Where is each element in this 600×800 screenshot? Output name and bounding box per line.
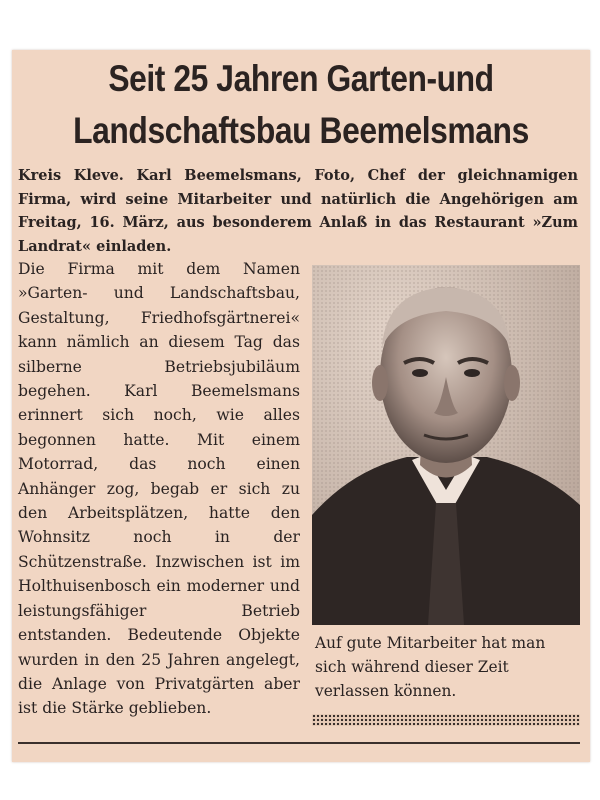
article-body: Die Firma mit dem Namen »Garten- und Landschaftsbau, Gestaltung, Friedhofsgärtnerei« kann nämlich an diesem Tag das silberne Betriebsjubiläum begehen. Karl Beemelsmans erinnert sich noch, wie alles begonnen hatte. Mit einem Motorrad, das noch einen Anhänger zog, begab er sich zu den Arbeitsplätzen, hatte den Wohnsitz noch in der Schützenstraße. Inzwischen ist im Holthuisenbosch ein moderner und leistungsfähiger Betrieb entstanden. Bedeutende Objekte wurden in den 25 Jahren angelegt, die Anlage von Privatgärten aber ist die Stärke geblieben. <box>18 260 300 718</box>
bottom-rule <box>18 742 580 744</box>
dotted-divider <box>312 714 580 726</box>
lead-paragraph: Kreis Kleve. Karl Beemelsmans, Foto, Chef der gleichnamigen Firma, wird seine Mitarbeiter und natürlich die Angehörigen am Freitag, 16. März, aus besonderem Anlaß in das Restaurant »Zum Landrat« einladen. <box>18 167 578 255</box>
portrait-photo <box>312 265 580 625</box>
photo-caption: Auf gute Mitarbeiter hat man sich während dieser Zeit verlassen können. <box>315 634 546 700</box>
headline-line-1: Seit 25 Jahren Garten-und <box>108 58 494 99</box>
headline-line-2: Landschaftsbau Beemelsmans <box>73 110 529 151</box>
portrait-illustration <box>312 265 580 625</box>
